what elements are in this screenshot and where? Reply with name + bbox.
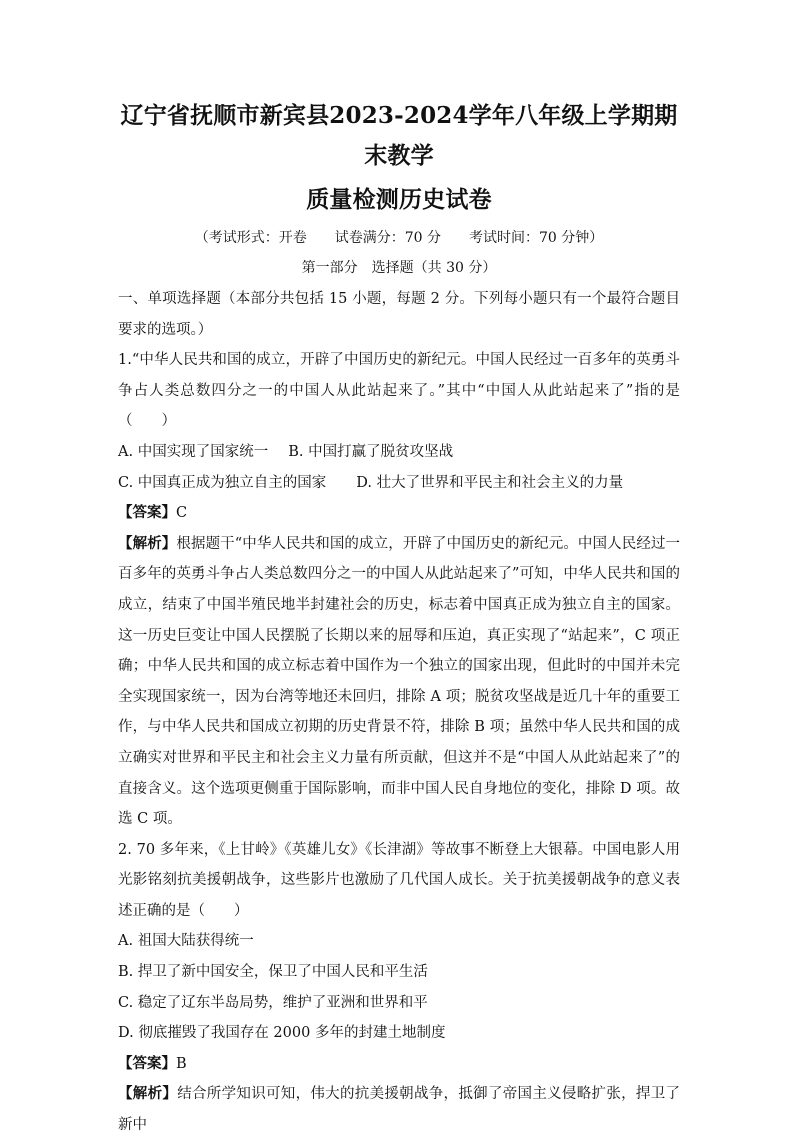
exam-info: （考试形式：开卷 试卷满分：70 分 考试时间：70 分钟） — [194, 230, 604, 246]
question-2-option-c: C. 稳定了辽东半岛局势，维护了亚洲和世界和平 — [118, 994, 428, 1011]
question-2-stem: 2. 70 多年来，《上甘岭》《英雄儿女》《长津湖》等故事不断登上大银幕。中国电影人用光影铭刻抗美援朝战争，这些影片也激励了几代国人成长。关于抗美援朝战争的意义表述正确的是（ ） — [118, 841, 680, 919]
question-1-option-b: B. 中国打赢了脱贫攻坚战 — [288, 443, 454, 460]
section-instructions: 一、单项选择题（本部分共包括 15 小题，每题 2 分。下列每小题只有一个最符合题目要求的选项。） — [118, 291, 680, 338]
question-2-answer — [118, 1049, 680, 1080]
question-1-options-row-1 — [118, 437, 680, 468]
answer-value: B — [176, 1055, 187, 1072]
question-1-options-row-2 — [118, 468, 680, 499]
question-1-stem: 1.“中华人民共和国的成立，开辟了中国历史的新纪元。中国人民经过一百多年的英勇斗争占人类总数四分之一的中国人从此站起来了。”其中“中国人从此站起来了”指的是（ ） — [118, 352, 680, 430]
question-1-option-c: C. 中国真正成为独立自主的国家 — [118, 474, 327, 491]
question-2-option-b: B. 捍卫了新中国安全，保卫了中国人民和平生活 — [118, 964, 428, 981]
question-1-option-a: A. 中国实现了国家统一 — [118, 443, 269, 460]
document-title-line-2: 质量检测历史试卷 — [306, 186, 492, 213]
document-title-line-1: 辽宁省抚顺市新宾县2023-2024学年八年级上学期期末教学 — [120, 102, 678, 169]
question-1-option-d: D. 壮大了世界和平民主和社会主义的力量 — [356, 474, 624, 491]
analysis-tag: 【解析】 — [118, 1085, 178, 1103]
document-body — [118, 96, 680, 1141]
question-2-option-d: D. 彻底摧毁了我国存在 2000 多年的封建土地制度 — [118, 1025, 446, 1042]
answer-value: C — [176, 505, 188, 522]
part-heading: 第一部分 选择题（共 30 分） — [301, 260, 497, 276]
question-1-answer — [118, 498, 680, 529]
answer-tag: 【答案】 — [118, 1054, 176, 1072]
analysis-text: 结合所学知识可知，伟大的抗美援朝战争，抵御了帝国主义侵略扩张，捍卫了新中 — [118, 1086, 681, 1134]
answer-tag: 【答案】 — [118, 504, 176, 522]
question-2-analysis — [118, 1079, 680, 1140]
analysis-tag: 【解析】 — [118, 534, 177, 552]
analysis-text: 根据题干“中华人民共和国的成立，开辟了中国历史的新纪元。中国人民经过一百多年的英勇斗争占人类总数四分之一的中国人从此站起来了”可知，中华人民共和国的成立，结束了中国半殖民地半封建社会的历史，标志着中国真正成为独立自主的国家。这一历史巨变让中国人民摆脱了长期以来的屈辱和压迫，真正实现了“站起来”，C 项正确；中华人民共和国的成立标志着中国作为一个独立的国家出现，但此时的中国并未完全实现国家统一，因为台湾等地还未回归，排除 A 项；脱贫攻坚战是近几十年的重要工作，与中华人民共和国成立初期的历史背景不符，排除 B 项；虽然中华人民共和国的成立确实对世界和平民主和社会主义力量有所贡献，但这并不是“中国人从此站起来了”的直接含义。这个选项更侧重于国际影响，而非中国人民自身地位的变化，排除 D 项。故选 C 项。 — [118, 535, 681, 828]
question-1-analysis — [118, 529, 680, 835]
question-2-option-a: A. 祖国大陆获得统一 — [118, 933, 254, 950]
